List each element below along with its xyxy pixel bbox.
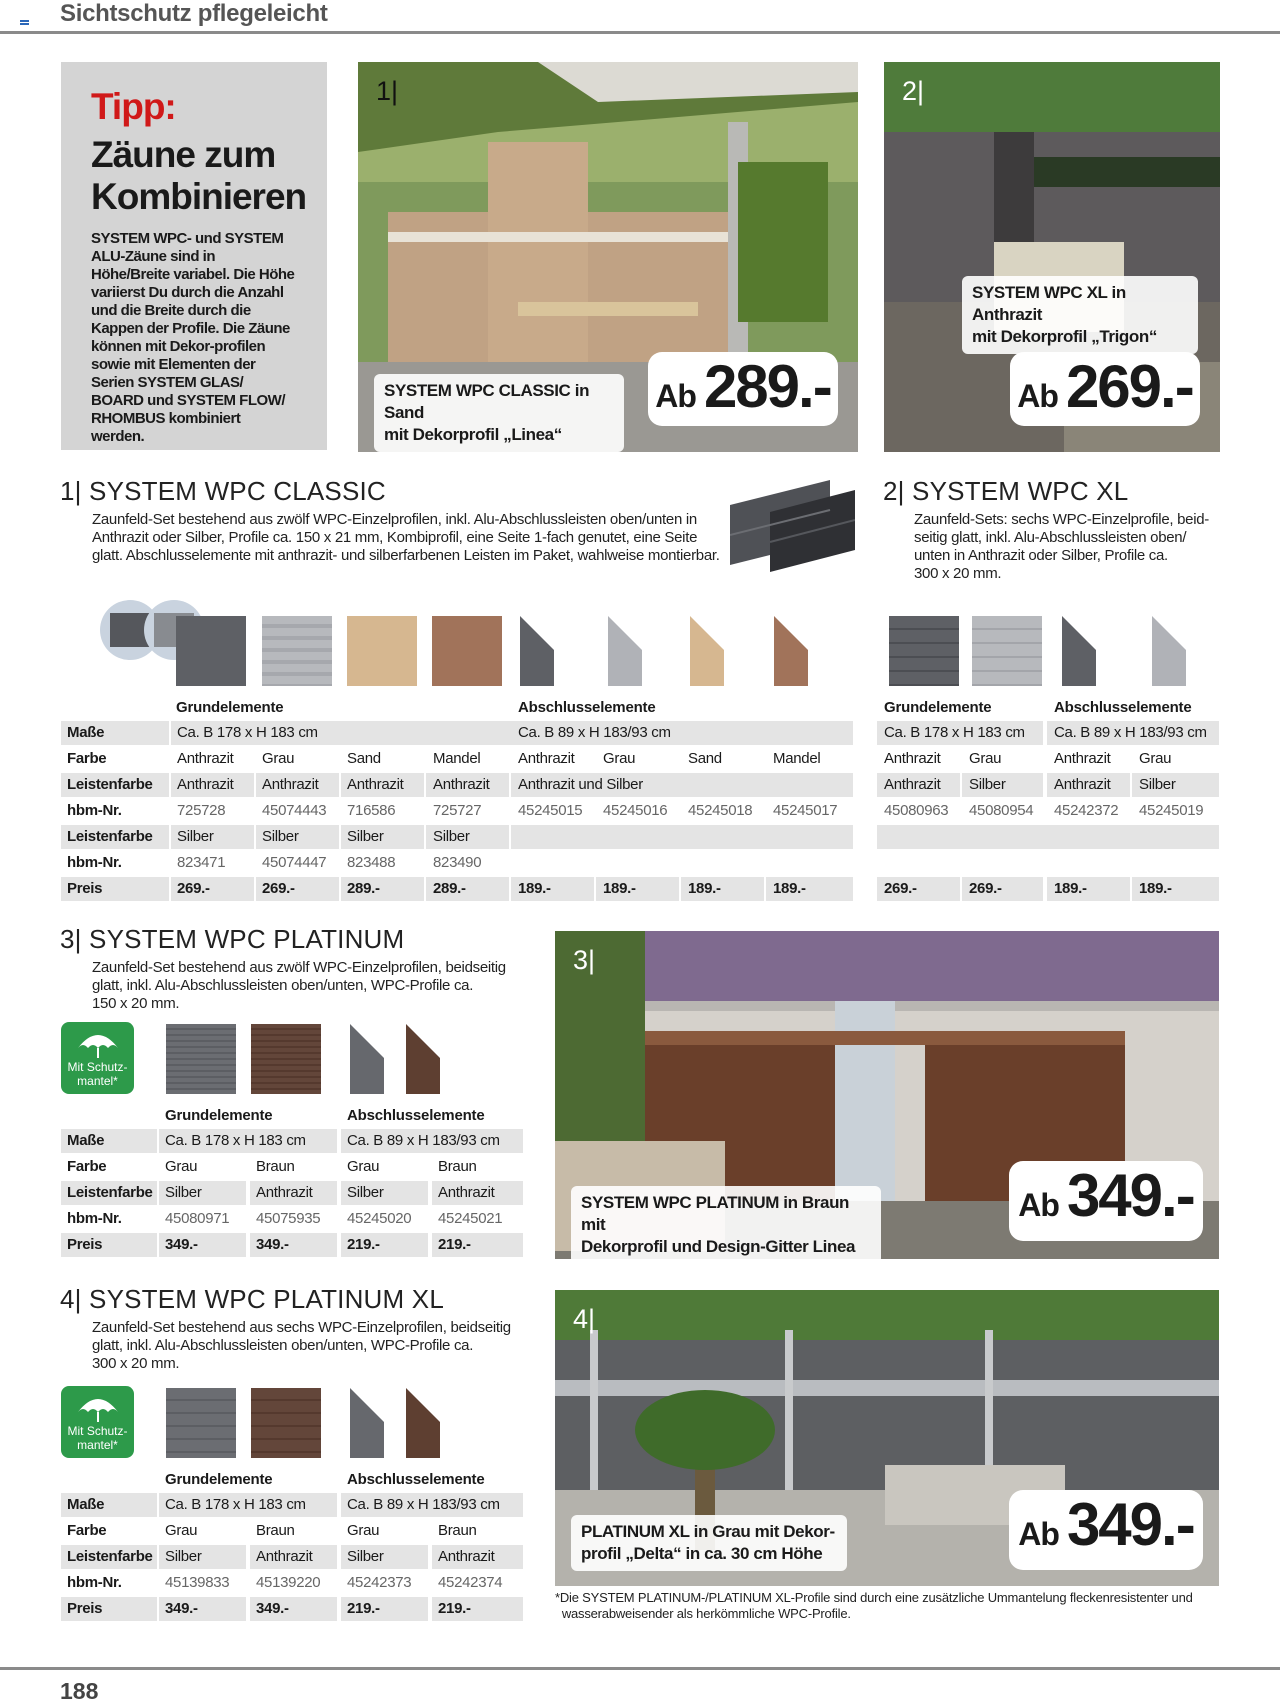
t4-row-preis <box>61 1597 523 1621</box>
photo3-price-value: 349.- <box>1066 1162 1194 1229</box>
swatch-p-grau-grund <box>166 1024 236 1094</box>
t1-row-farbe <box>61 747 853 771</box>
photo1-caption-line1: SYSTEM WPC CLASSIC in Sand <box>384 381 590 422</box>
table-wpc-classic <box>61 695 853 905</box>
t2-farbe: Grau <box>1139 750 1172 767</box>
t1-leisten2: Silber <box>347 828 384 845</box>
menu-icon <box>20 20 29 28</box>
photo1-price-prefix: Ab <box>655 378 696 414</box>
t3-preis: 219.- <box>438 1236 471 1253</box>
section2-desc-line1: Zaunfeld-Sets: sechs WPC-Einzelprofile, beid- <box>914 511 1209 528</box>
swatch-abschluss-set1 <box>518 616 818 686</box>
t1-header-grund: Grundelemente <box>176 699 284 716</box>
t1-hbm2: 823490 <box>433 854 482 871</box>
tip-heading-line2: Kombinieren <box>91 176 307 217</box>
t1-leisten: Anthrazit <box>177 776 234 793</box>
t3-hbm: 45245020 <box>347 1210 412 1227</box>
t1-leisten: Anthrazit und Silber <box>518 776 643 793</box>
section2-desc-line4: 300 x 20 mm. <box>914 565 1002 582</box>
t3-row-farbe <box>61 1155 523 1179</box>
t4-header-abschluss: Abschlusselemente <box>347 1471 485 1488</box>
photo1-price-tag <box>648 352 838 426</box>
tip-label: Tipp: <box>91 86 176 127</box>
t1-leisten2: Silber <box>262 828 299 845</box>
t1-hbm: 45245015 <box>518 802 583 819</box>
swatch-pxl-grau-grund <box>166 1388 236 1458</box>
t3-farbe: Braun <box>438 1158 477 1175</box>
t2-hbm: 45080954 <box>969 802 1034 819</box>
swatch-xl-grau-abschluss <box>1152 616 1186 686</box>
section3-desc-line3: 150 x 20 mm. <box>92 995 180 1012</box>
t3-farbe: Grau <box>165 1158 198 1175</box>
photo2-price-value: 269.- <box>1065 353 1193 420</box>
section2-desc-line2: seitig glatt, inkl. Alu-Abschlussleisten oben/ <box>914 529 1187 546</box>
photo-wpc-platinum <box>555 931 1219 1259</box>
t4-preis: 219.- <box>347 1600 380 1617</box>
photo3-number: 3| <box>573 945 596 975</box>
t3-preis: 349.- <box>256 1236 289 1253</box>
t4-leisten: Silber <box>347 1548 384 1565</box>
protective-coating-badge <box>61 1022 134 1094</box>
t2-leisten: Silber <box>969 776 1006 793</box>
t3-label-hbm: hbm-Nr. <box>67 1210 122 1227</box>
t1-preis: 189.- <box>688 880 721 897</box>
t4-preis: 349.- <box>165 1600 198 1617</box>
t4-row-masse <box>61 1493 523 1517</box>
swatch-xl-anthrazit-abschluss <box>1062 616 1096 686</box>
t1-row-preis <box>61 877 853 901</box>
swatch-p-grau-abschluss <box>350 1024 384 1094</box>
section4-title: 4| SYSTEM WPC PLATINUM XL <box>60 1284 445 1314</box>
t1-farbe: Anthrazit <box>518 750 575 767</box>
t3-label-leistenfarbe: Leistenfarbe <box>67 1184 153 1201</box>
t1-label-leistenfarbe2: Leistenfarbe <box>67 828 153 845</box>
t1-leisten: Anthrazit <box>262 776 319 793</box>
t4-masse-abschluss: Ca. B 89 x H 183/93 cm <box>347 1496 500 1513</box>
t1-leisten2: Silber <box>433 828 470 845</box>
t4-masse-grund: Ca. B 178 x H 183 cm <box>165 1496 306 1513</box>
swatch-p-braun-grund <box>251 1024 321 1094</box>
header-divider <box>0 31 1280 34</box>
t2-leisten: Silber <box>1139 776 1176 793</box>
t1-preis: 269.- <box>262 880 295 897</box>
section2-description <box>914 511 1234 583</box>
swatch-abschluss-set2 <box>1060 616 1200 686</box>
photo3-caption <box>571 1186 881 1259</box>
t3-hbm: 45245021 <box>438 1210 503 1227</box>
t3-row-preis <box>61 1233 523 1257</box>
t1-farbe: Sand <box>347 750 381 767</box>
t1-preis: 289.- <box>347 880 380 897</box>
tip-heading-line1: Zäune zum <box>91 134 276 175</box>
section3-title: 3| SYSTEM WPC PLATINUM <box>60 924 405 954</box>
section2-desc-line3: unten in Anthrazit oder Silber, Profile ca. <box>914 547 1168 564</box>
section3-desc-line2: glatt, inkl. Alu-Abschlussleisten oben/unten, WPC-Profile ca. <box>92 977 474 994</box>
t3-label-farbe: Farbe <box>67 1158 107 1175</box>
umbrella-icon <box>76 1028 120 1060</box>
t2-masse-abschluss: Ca. B 89 x H 183/93 cm <box>1054 724 1207 741</box>
swatch-pxl-abschluss <box>348 1388 448 1458</box>
t2-row-empty <box>877 825 1219 849</box>
photo3-caption-line2: Dekorprofil und Design-Gitter Linea <box>581 1237 856 1256</box>
section3-desc-line1: Zaunfeld-Set bestehend aus zwölf WPC-Einzelprofilen, beidseitig <box>92 959 506 976</box>
photo-wpc-xl <box>884 62 1220 452</box>
t1-leisten: Anthrazit <box>433 776 490 793</box>
t2-leisten: Anthrazit <box>1054 776 1111 793</box>
umbrella-icon <box>76 1392 120 1424</box>
t2-leisten: Anthrazit <box>884 776 941 793</box>
t2-row-hbm <box>877 799 1219 823</box>
photo1-caption <box>374 374 624 452</box>
t3-masse-abschluss: Ca. B 89 x H 183/93 cm <box>347 1132 500 1149</box>
section1-desc-line1: Zaunfeld-Set bestehend aus zwölf WPC-Einzelprofilen, inkl. Alu-Abschlussleisten oben/unten in <box>92 511 697 528</box>
t4-farbe: Grau <box>165 1522 198 1539</box>
badge-xl-line2: mantel* <box>77 1438 118 1452</box>
t3-leisten: Anthrazit <box>256 1184 313 1201</box>
t1-preis: 289.- <box>433 880 466 897</box>
t2-row-preis <box>877 877 1219 901</box>
t3-row-masse <box>61 1129 523 1153</box>
t1-preis: 189.- <box>518 880 551 897</box>
t1-hbm: 716586 <box>347 802 396 819</box>
footnote <box>555 1590 1235 1622</box>
t3-masse-grund: Ca. B 178 x H 183 cm <box>165 1132 306 1149</box>
t1-label-hbm: hbm-Nr. <box>67 802 122 819</box>
photo2-price-tag <box>1010 352 1200 426</box>
t4-hbm: 45139220 <box>256 1574 321 1591</box>
photo4-price-tag <box>1009 1490 1203 1570</box>
swatch-anthrazit-grund <box>176 616 246 686</box>
t4-farbe: Braun <box>256 1522 295 1539</box>
t3-preis: 219.- <box>347 1236 380 1253</box>
t1-hbm: 45245017 <box>773 802 838 819</box>
t3-farbe: Braun <box>256 1158 295 1175</box>
t4-row-farbe <box>61 1519 523 1543</box>
swatch-pxl-braun-abschluss <box>406 1388 440 1458</box>
t4-preis: 349.- <box>256 1600 289 1617</box>
t3-hbm: 45080971 <box>165 1210 230 1227</box>
t1-row-leisten2 <box>61 825 853 849</box>
t1-hbm: 45074443 <box>262 802 327 819</box>
swatch-p-abschluss <box>348 1024 448 1094</box>
t3-header-abschluss: Abschlusselemente <box>347 1107 485 1124</box>
footnote-line1: *Die SYSTEM PLATINUM-/PLATINUM XL-Profile sind durch eine zusätzliche Ummantelung fleckenresistenter und <box>555 1590 1193 1605</box>
t3-hbm: 45075935 <box>256 1210 321 1227</box>
t1-farbe: Anthrazit <box>177 750 234 767</box>
t2-preis: 269.- <box>884 880 917 897</box>
t2-hbm: 45080963 <box>884 802 949 819</box>
photo4-caption-line1: PLATINUM XL in Grau mit Dekor- <box>581 1522 835 1541</box>
t2-header-grund: Grundelemente <box>884 699 992 716</box>
t1-preis: 189.- <box>603 880 636 897</box>
section2-title: 2| SYSTEM WPC XL <box>883 476 1129 506</box>
swatch-pxl-grau-abschluss <box>350 1388 384 1458</box>
swatch-pxl-braun-grund <box>251 1388 321 1458</box>
t1-leisten2: Silber <box>177 828 214 845</box>
section1-description <box>92 511 722 565</box>
t1-farbe: Mandel <box>433 750 481 767</box>
t2-header-abschluss: Abschlusselemente <box>1054 699 1192 716</box>
page-number: 188 <box>60 1678 99 1702</box>
footer-divider <box>0 1667 1280 1670</box>
t4-leisten: Anthrazit <box>438 1548 495 1565</box>
profile-cross-section-image <box>730 480 855 572</box>
section4-desc-line3: 300 x 20 mm. <box>92 1355 180 1372</box>
photo-wpc-classic <box>358 62 858 452</box>
t1-row-masse <box>61 721 853 745</box>
t3-row-leisten <box>61 1181 523 1205</box>
swatch-grau-abschluss <box>608 616 642 686</box>
t1-farbe: Grau <box>603 750 636 767</box>
swatch-grau-grund <box>262 616 332 686</box>
t4-hbm: 45139833 <box>165 1574 230 1591</box>
section4-desc-line2: glatt, inkl. Alu-Abschlussleisten oben/unten, WPC-Profile ca. <box>92 1337 474 1354</box>
swatch-sand-grund <box>347 616 417 686</box>
footnote-line2: wasserabweisender als herkömmliche WPC-Profile. <box>561 1606 851 1621</box>
t2-row-masse <box>877 721 1219 745</box>
tip-heading <box>91 134 307 218</box>
photo4-price-value: 349.- <box>1066 1491 1194 1558</box>
t2-hbm: 45242372 <box>1054 802 1119 819</box>
section3-description <box>92 959 532 1013</box>
t4-label-farbe: Farbe <box>67 1522 107 1539</box>
t4-label-hbm: hbm-Nr. <box>67 1574 122 1591</box>
photo3-price-prefix: Ab <box>1018 1187 1059 1223</box>
t3-label-masse: Maße <box>67 1132 105 1149</box>
t1-hbm: 725727 <box>433 802 482 819</box>
badge-line1: Mit Schutz- <box>67 1060 128 1074</box>
t4-leisten: Anthrazit <box>256 1548 313 1565</box>
photo2-caption <box>962 276 1198 354</box>
swatch-xl-anthrazit-grund <box>889 616 959 686</box>
t4-label-preis: Preis <box>67 1600 103 1617</box>
t3-leisten: Silber <box>347 1184 384 1201</box>
badge-xl-line1: Mit Schutz- <box>67 1424 128 1438</box>
t4-hbm: 45242374 <box>438 1574 503 1591</box>
t3-label-preis: Preis <box>67 1236 103 1253</box>
t3-header-grund: Grundelemente <box>165 1107 273 1124</box>
t1-row-leisten1 <box>61 773 853 797</box>
photo4-price-prefix: Ab <box>1018 1516 1059 1552</box>
t4-label-leistenfarbe: Leistenfarbe <box>67 1548 153 1565</box>
swatch-p-braun-abschluss <box>406 1024 440 1094</box>
t1-row-hbm1 <box>61 799 853 823</box>
t2-farbe: Anthrazit <box>1054 750 1111 767</box>
photo1-number: 1| <box>376 76 399 106</box>
t1-header-abschluss: Abschlusselemente <box>518 699 656 716</box>
t3-leisten: Silber <box>165 1184 202 1201</box>
t2-preis: 189.- <box>1139 880 1172 897</box>
section4-desc-line1: Zaunfeld-Set bestehend aus sechs WPC-Einzelprofilen, beidseitig <box>92 1319 511 1336</box>
t2-masse-grund: Ca. B 178 x H 183 cm <box>884 724 1025 741</box>
t1-farbe: Grau <box>262 750 295 767</box>
t1-masse-abschluss: Ca. B 89 x H 183/93 cm <box>518 724 671 741</box>
photo4-caption-line2: profil „Delta“ in ca. 30 cm Höhe <box>581 1544 823 1563</box>
t1-hbm2: 45074447 <box>262 854 327 871</box>
t4-preis: 219.- <box>438 1600 471 1617</box>
table-wpc-platinum-xl <box>61 1467 523 1627</box>
t2-preis: 189.- <box>1054 880 1087 897</box>
t1-row-hbm2 <box>61 851 853 875</box>
t1-farbe: Mandel <box>773 750 821 767</box>
t2-farbe: Grau <box>969 750 1002 767</box>
t1-hbm: 45245018 <box>688 802 753 819</box>
photo3-caption-line1: SYSTEM WPC PLATINUM in Braun mit <box>581 1193 850 1234</box>
photo4-caption <box>571 1515 847 1571</box>
t4-leisten: Silber <box>165 1548 202 1565</box>
swatch-anthrazit-abschluss <box>520 616 554 686</box>
photo2-caption-line1: SYSTEM WPC XL in Anthrazit <box>972 283 1126 324</box>
photo2-price-prefix: Ab <box>1017 378 1058 414</box>
t1-preis: 269.- <box>177 880 210 897</box>
t4-hbm: 45242373 <box>347 1574 412 1591</box>
photo1-price-value: 289.- <box>703 353 831 420</box>
photo4-number: 4| <box>573 1304 596 1334</box>
t2-farbe: Anthrazit <box>884 750 941 767</box>
t1-leisten: Anthrazit <box>347 776 404 793</box>
photo1-caption-line2: mit Dekorprofil „Linea“ <box>384 425 562 444</box>
photo3-price-tag <box>1009 1161 1203 1241</box>
section1-desc-line3: glatt. Abschlusselemente mit anthrazit- und silberfarbenen Leisten im Paket, wahlweise montierbar. <box>92 547 720 564</box>
tip-box <box>61 62 327 450</box>
t1-label-hbm2: hbm-Nr. <box>67 854 122 871</box>
table-wpc-platinum <box>61 1103 523 1263</box>
t3-preis: 349.- <box>165 1236 198 1253</box>
t1-hbm: 725728 <box>177 802 226 819</box>
t3-row-hbm <box>61 1207 523 1231</box>
t4-farbe: Braun <box>438 1522 477 1539</box>
t2-row-leisten <box>877 773 1219 797</box>
tip-body: SYSTEM WPC- und SYSTEM ALU-Zäune sind in Höhe/Breite variabel. Die Höhe variierst Du durch die Anzahl und die Breite durch die Kappen der Profile. Die Zäune können mit Dekor-profilen sowie mit Elementen der Serien SYSTEM GLAS/ BOARD und SYSTEM FLOW/ RHOMBUS kombiniert werden. <box>91 230 295 445</box>
photo2-number: 2| <box>902 76 925 106</box>
t4-label-masse: Maße <box>67 1496 105 1513</box>
t1-label-preis: Preis <box>67 880 103 897</box>
photo-wpc-platinum-xl <box>555 1290 1219 1586</box>
section4-description <box>92 1319 532 1373</box>
photo2-caption-line2: mit Dekorprofil „Trigon“ <box>972 327 1157 346</box>
t4-farbe: Grau <box>347 1522 380 1539</box>
t2-preis: 269.- <box>969 880 1002 897</box>
t1-preis: 189.- <box>773 880 806 897</box>
section1-title: 1| SYSTEM WPC CLASSIC <box>60 476 386 506</box>
swatch-mandel-abschluss <box>774 616 808 686</box>
t1-farbe: Sand <box>688 750 722 767</box>
t2-hbm: 45245019 <box>1139 802 1204 819</box>
t1-label-masse: Maße <box>67 724 105 741</box>
swatch-mandel-grund <box>432 616 502 686</box>
t2-row-farbe <box>877 747 1219 771</box>
protective-coating-badge-xl <box>61 1386 134 1458</box>
t4-row-hbm <box>61 1571 523 1595</box>
t1-hbm: 45245016 <box>603 802 668 819</box>
badge-line2: mantel* <box>77 1074 118 1088</box>
swatch-sand-abschluss <box>690 616 724 686</box>
t3-farbe: Grau <box>347 1158 380 1175</box>
t1-hbm2: 823488 <box>347 854 396 871</box>
table-wpc-xl <box>877 695 1219 905</box>
t1-label-leistenfarbe: Leistenfarbe <box>67 776 153 793</box>
t4-row-leisten <box>61 1545 523 1569</box>
t4-header-grund: Grundelemente <box>165 1471 273 1488</box>
t1-masse-grund: Ca. B 178 x H 183 cm <box>177 724 318 741</box>
section1-desc-line2: Anthrazit oder Silber, Profile ca. 150 x 21 mm, Kombiprofil, eine Seite 1-fach genutet, eine Seite <box>92 529 698 546</box>
t3-leisten: Anthrazit <box>438 1184 495 1201</box>
swatch-xl-grau-grund <box>972 616 1042 686</box>
page-header-title: Sichtschutz pflegeleicht <box>60 0 328 27</box>
t1-label-farbe: Farbe <box>67 750 107 767</box>
t1-hbm2: 823471 <box>177 854 226 871</box>
